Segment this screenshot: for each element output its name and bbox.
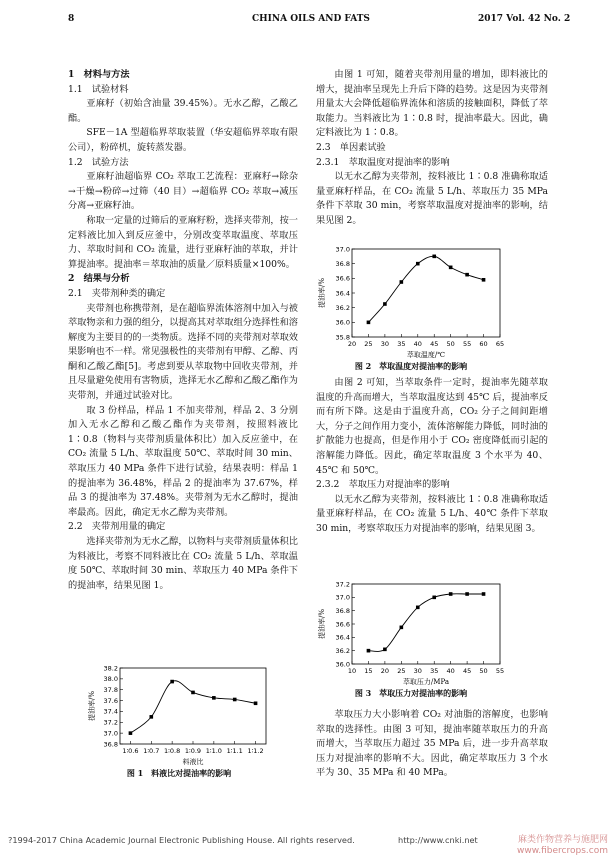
data-point — [449, 266, 453, 270]
plot-frame — [352, 249, 500, 337]
cnki-link[interactable]: http://www.cnki.net — [398, 835, 478, 845]
paragraph: 夹带剂也称携带剂，是在超临界流体溶剂中加入与被萃取物亲和力强的组分，以提高其对萃取组分选择性和溶解度为主要目的的一类物质。选择不同的夹带剂对萃取效果影响也不一样。常见强极性的夹带剂有甲醇、乙醇、丙酮和乙酸乙酯[5]。考虑到要从萃取物中回收夹带剂，并且尽量避免使用有害物质，选择无水乙醇和乙酸乙酯作为夹带剂，并通过试验对比。 — [68, 302, 298, 402]
x-tick-label: 55 — [495, 667, 505, 675]
y-axis-label: 提油率/% — [88, 690, 96, 722]
data-point — [400, 280, 404, 284]
x-tick-label: 20 — [380, 667, 390, 675]
section-heading: 2.3.1 萃取温度对提油率的影响 — [316, 156, 450, 168]
y-tick-label: 36.6 — [335, 274, 350, 283]
plot-frame — [120, 668, 266, 744]
section-heading: 2.2 夹带剂用量的确定 — [68, 521, 166, 533]
paragraph: 亚麻籽（初始含油量 39.45%）。无水乙醇，乙酸乙酯。 — [68, 98, 298, 124]
y-tick-label: 37.0 — [335, 593, 350, 602]
x-tick-label: 1∶1.1 — [226, 747, 243, 755]
data-point — [170, 680, 174, 684]
x-tick-label: 25 — [397, 667, 406, 675]
data-point — [400, 626, 404, 630]
right-column-bottom — [316, 708, 548, 781]
data-point — [367, 321, 371, 325]
y-tick-label: 36.0 — [335, 318, 350, 327]
chart-1 — [86, 662, 272, 766]
x-axis-label: 萃取压力/MPa — [402, 678, 450, 686]
issue-info: 2017 Vol. 42 No. 2 — [478, 14, 571, 24]
figure-3 — [316, 578, 506, 699]
section-heading: 1.1 试验材料 — [68, 83, 129, 95]
right-column-middle — [316, 376, 548, 537]
paragraph: 称取一定量的过筛后的亚麻籽粉，选择夹带剂，按一定料液比加入到反应釜中，分别改变萃取温度、萃取压力、萃取时间和 CO₂ 流量，进行亚麻籽油的萃取，并计算提油率。提油率＝萃取油的质量／原料质量×100%。 — [68, 214, 298, 270]
y-tick-label: 35.8 — [335, 333, 350, 342]
chart-2 — [316, 243, 506, 359]
x-axis-label: 萃取温度/℃ — [406, 351, 446, 359]
data-point — [465, 273, 469, 277]
copyright: ?1994-2017 China Academic Journal Electronic Publishing House. All rights reserved. — [8, 835, 355, 845]
section-heading: 1 材料与方法 — [68, 69, 130, 80]
y-tick-label: 38.2 — [103, 664, 118, 673]
plot-frame — [352, 584, 500, 664]
y-tick-label: 36.4 — [335, 633, 350, 642]
figure-1 — [86, 662, 272, 779]
x-tick-label: 1∶0.9 — [184, 747, 202, 755]
x-tick-label: 10 — [347, 667, 357, 675]
left-column — [68, 68, 298, 593]
x-tick-label: 1∶1.0 — [205, 747, 222, 755]
y-tick-label: 37.2 — [103, 718, 118, 727]
y-tick-label: 36.2 — [335, 646, 350, 655]
data-point — [367, 649, 371, 653]
data-point — [482, 592, 486, 596]
y-tick-label: 36.6 — [335, 620, 350, 629]
y-axis-label: 提油率/% — [318, 608, 326, 640]
x-tick-label: 1∶0.7 — [143, 747, 160, 755]
y-tick-label: 36.8 — [335, 259, 350, 268]
y-tick-label: 38.0 — [103, 675, 118, 684]
y-tick-label: 36.0 — [335, 660, 350, 669]
journal-name: CHINA OILS AND FATS — [252, 14, 370, 24]
x-tick-label: 60 — [479, 340, 488, 348]
paragraph: 以无水乙醇为夹带剂，按料液比 1∶0.8 准确称取适量亚麻籽样品，在 CO₂ 流量 5 L/h、萃取压力 35 MPa 条件下萃取 30 min，考察萃取温度对提油率的影响，结果见图 2。 — [316, 171, 548, 226]
data-point — [416, 262, 420, 266]
page-number: 8 — [68, 14, 75, 24]
watermark-line1: 麻类作物营养与施肥网 — [517, 835, 608, 845]
x-tick-label: 25 — [364, 340, 373, 348]
data-point — [465, 592, 469, 596]
data-point — [191, 691, 195, 695]
data-point — [129, 731, 133, 735]
figure-caption: 图 2 萃取温度对提油率的影响 — [354, 361, 468, 371]
y-tick-label: 37.0 — [103, 729, 118, 738]
section-heading: 2.3 单因素试验 — [316, 141, 386, 153]
x-tick-label: 65 — [495, 340, 505, 348]
data-point — [254, 701, 258, 705]
data-point — [149, 715, 153, 719]
right-column-top — [316, 68, 548, 229]
paragraph: 由图 1 可知，随着夹带剂用量的增加，即料液比的增大，提油率呈现先上升后下降的趋势。这是因为夹带剂用量太大会降低超临界流体和溶质的接触面积，降低了萃取能力。当料液比为 1∶0.8 时，提油率最大。因此，确定料液比为 1∶0.8。 — [316, 69, 548, 139]
section-heading: 2 结果与分析 — [68, 273, 130, 285]
y-tick-label: 37.4 — [103, 707, 118, 716]
paragraph: 萃取压力大小影响着 CO₂ 对油脂的溶解度，也影响萃取的选择性。由图 3 可知，提油率随萃取压力的升高而增大，当萃取压力超过 35 MPa 后，进一步升高萃取压力对提油率的影响不大。因此，确定萃取压力 3 个水平为 30、35 MPa 和 40 MPa。 — [316, 709, 548, 779]
paragraph: 选择夹带剂为无水乙醇，以物料与夹带剂质量体积比为料液比，考察不同料液比在 CO₂ 流量 5 L/h、萃取温度 50℃、萃取时间 30 min、萃取压力 40 MPa 条件下的提油率，结果见图 1。 — [68, 536, 298, 591]
paragraph: SFE－1A 型超临界萃取装置（华安超临界萃取有限公司），粉碎机，旋转蒸发器。 — [68, 127, 298, 153]
series-line — [130, 681, 255, 733]
data-point — [383, 302, 387, 306]
data-point — [233, 698, 237, 702]
watermark-line2: www.fibercrops.com — [517, 846, 608, 856]
paragraph: 以无水乙醇为夹带剂，按料液比 1∶0.8 准确称取适量亚麻籽样品，在 CO₂ 流量 5 L/h、40℃ 条件下萃取 30 min，考察萃取压力对提油率的影响，结果见图 3。 — [316, 493, 548, 534]
figure-2 — [316, 243, 506, 372]
data-point — [212, 696, 216, 700]
y-tick-label: 36.8 — [335, 606, 350, 615]
data-point — [482, 278, 486, 282]
figure-caption: 图 1 料液比对提油率的影响 — [126, 768, 232, 778]
paragraph: 由图 2 可知，当萃取条件一定时，提油率先随萃取温度的升高而增大，当萃取温度达到 45℃ 后，提油率反而有所下降。这是由于温度升高，CO₂ 分子之间间距增大，分子之间作用力变小，流体溶解能力降低，同时油的扩散能力也提高，但是作用小于 CO₂ 密度降低而引起的溶解能力降低。因此，确定萃取温度 3 个水平为 40、45℃ 和 50℃。 — [316, 377, 548, 476]
y-tick-label: 37.0 — [335, 245, 350, 254]
chart-3 — [316, 578, 506, 686]
paragraph: 亚麻籽油超临界 CO₂ 萃取工艺流程：亚麻籽→除杂→干燥→粉碎→过筛（40 目）→超临界 CO₂ 萃取→减压分离→亚麻籽油。 — [68, 171, 298, 212]
x-axis-label: 料液比 — [182, 758, 204, 766]
y-tick-label: 36.4 — [335, 289, 350, 298]
x-tick-label: 20 — [347, 340, 357, 348]
y-tick-label: 36.8 — [103, 740, 118, 749]
x-tick-label: 35 — [397, 340, 406, 348]
data-point — [383, 648, 387, 652]
x-tick-label: 30 — [413, 667, 422, 675]
data-point — [432, 596, 436, 600]
x-tick-label: 45 — [462, 667, 472, 675]
data-point — [449, 592, 453, 596]
section-heading: 2.3.2 萃取压力对提油率的影响 — [316, 479, 450, 491]
x-tick-label: 35 — [430, 667, 439, 675]
x-tick-label: 50 — [446, 340, 455, 348]
y-tick-label: 37.8 — [103, 686, 118, 695]
x-tick-label: 15 — [364, 667, 373, 675]
x-tick-label: 1∶0.8 — [164, 747, 181, 755]
x-tick-label: 1∶1.2 — [247, 747, 264, 755]
data-point — [432, 255, 436, 259]
watermark — [517, 835, 608, 857]
y-tick-label: 37.2 — [335, 580, 350, 589]
x-tick-label: 50 — [479, 667, 488, 675]
x-tick-label: 55 — [462, 340, 472, 348]
x-tick-label: 40 — [413, 340, 422, 348]
figure-caption: 图 3 萃取压力对提油率的影响 — [354, 688, 468, 698]
section-heading: 1.2 试验方法 — [68, 156, 129, 168]
paragraph: 取 3 份样品，样品 1 不加夹带剂，样品 2、3 分别加入无水乙醇和乙酸乙酯作为夹带剂，按照料液比1∶0.8（物料与夹带剂质量体积比）加入反应釜中，在 CO₂ 流量 5 L/h、萃取温度 50℃、萃取时间 30 min、萃取压力 40 MPa 条件下进行试验，结果表明：样品 1 的提油率为 36.48%，样品 2 的提油率为 37.67%，样品 3 的提油率为 37.48%。夹带剂为无水乙醇时，提油率最高。因此，确定无水乙醇为夹带剂。 — [68, 404, 298, 518]
x-tick-label: 45 — [430, 340, 439, 348]
data-point — [416, 606, 420, 610]
x-tick-label: 1∶0.6 — [122, 747, 139, 755]
running-header — [0, 14, 612, 28]
y-tick-label: 36.2 — [335, 303, 350, 312]
y-axis-label: 提油率/% — [318, 277, 326, 309]
x-tick-label: 30 — [380, 340, 390, 348]
series-line — [368, 594, 483, 652]
y-tick-label: 37.6 — [103, 696, 118, 705]
series-line — [368, 256, 483, 322]
section-heading: 2.1 夹带剂种类的确定 — [68, 287, 166, 299]
x-tick-label: 40 — [446, 667, 455, 675]
